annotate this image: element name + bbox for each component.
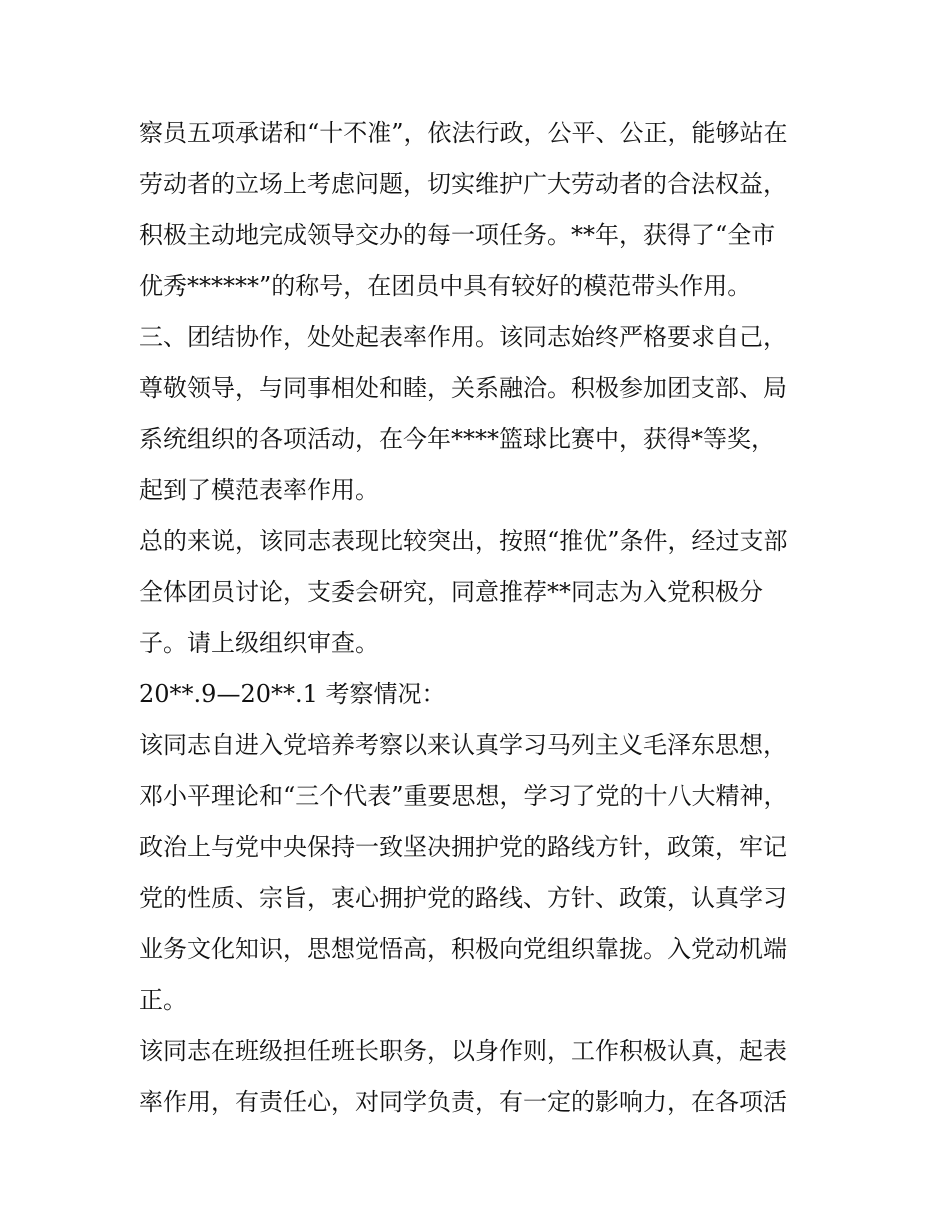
text-line: 党的性质、宗旨，衷心拥护党的路线、方针、政策，认真学习 (139, 884, 787, 912)
text-line: 政治上与党中央保持一致坚决拥护党的路线方针，政策，牢记 (139, 833, 787, 861)
text-line: 总的来说，该同志表现比较突出，按照“推优”条件，经过支部 (139, 527, 788, 555)
text-line: 察员五项承诺和“十不准”，依法行政，公平、公正，能够站在 (139, 119, 788, 147)
text-line: 正。 (139, 986, 187, 1014)
text-line: 20**.9—20**.1 考察情况： (139, 680, 446, 708)
text-line: 三、团结协作，处处起表率作用。该同志始终严格要求自己， (139, 323, 787, 351)
text-line: 率作用，有责任心，对同学负责，有一定的影响力，在各项活 (139, 1088, 787, 1116)
text-line: 起到了模范表率作用。 (139, 476, 379, 504)
text-line: 该同志自进入党培养考察以来认真学习马列主义毛泽东思想， (139, 731, 787, 759)
text-line: 子。请上级组织审查。 (139, 629, 379, 657)
text-line: 全体团员讨论，支委会研究，同意推荐**同志为入党积极分 (139, 578, 763, 606)
text-line: 积极主动地完成领导交办的每一项任务。**年，获得了“全市 (139, 221, 776, 249)
text-line: 该同志在班级担任班长职务，以身作则，工作积极认真，起表 (139, 1037, 787, 1065)
text-line: 优秀******”的称号，在团员中具有较好的模范带头作用。 (139, 272, 752, 300)
text-line: 尊敬领导，与同事相处和睦，关系融洽。积极参加团支部、局 (139, 374, 787, 402)
document-body (139, 108, 829, 1128)
text-line: 系统组织的各项活动，在今年****篮球比赛中，获得*等奖， (139, 425, 775, 453)
text-line: 劳动者的立场上考虑问题，切实维护广大劳动者的合法权益， (139, 170, 787, 198)
text-line: 业务文化知识，思想觉悟高，积极向党组织靠拢。入党动机端 (139, 935, 787, 963)
text-line: 邓小平理论和“三个代表”重要思想，学习了党的十八大精神， (139, 782, 788, 810)
